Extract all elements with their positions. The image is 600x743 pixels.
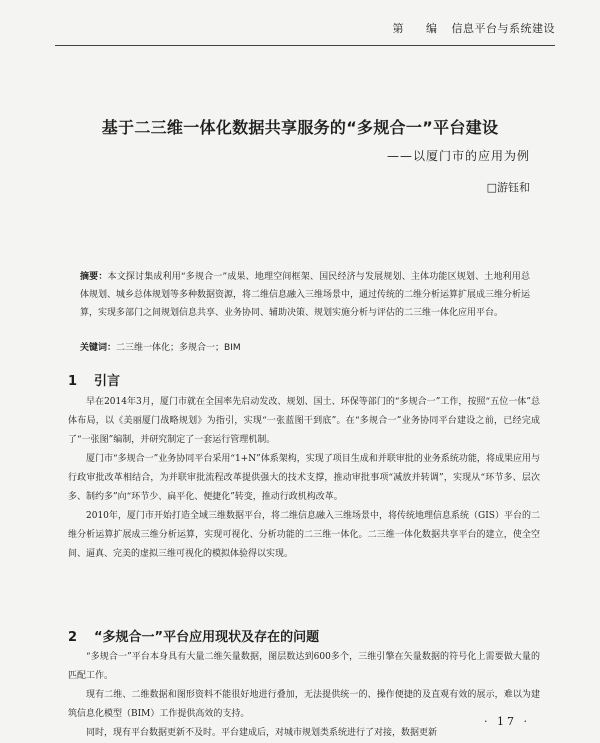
paragraph: 同时，现有平台数据更新不及时。平台建成后，对城市规划类系统进行了对接，数据更新 xyxy=(86,728,438,738)
paragraph: 现有二维、二维数据和图形资料不能很好地进行叠加，无法提供统一的、操作便捷的及直观有效的展示，难以为建筑信息化模型（BIM）工作提供高效的支持。 xyxy=(68,690,540,719)
section-title: 引言 xyxy=(94,374,121,389)
paragraph: 厦门市“多规合一”业务协同平台采用“1+N”体系架构，实现了项目生成和并联审批的业务系统功能，将成果应用与行政审批改革相结合，为并联审批流程改革提供强大的技术支撑，推动审批事项“减放并转调”，实现从“环节多、层次多、制约多”向“环节少、扁平化、便捷化”转变，推动行政机构改革。 xyxy=(68,454,540,502)
section-body xyxy=(68,648,540,743)
section-number: 2 xyxy=(68,630,78,645)
keywords-text: 二三维一体化；多规合一；BIM xyxy=(116,343,241,353)
header-section-title: 信息平台与系统建设 xyxy=(451,22,555,35)
paragraph: “多规合一”平台本身具有大量二维矢量数据，图层数达到600多个，三维引擎在矢量数据的符号化上需要做大量的匹配工作。 xyxy=(68,652,540,681)
abstract-text: 本文探讨集成利用“多规合一”成果、地理空间框架、国民经济与发展规划、主体功能区规划、土地利用总体规划、城乡总体规划等多种数据资源，将二维信息融入三维场景中，通过传统的二维分析运算扩展成三维分析运算，实现多部门之间规划信息共享、业务协同、辅助决策、规划实施分析与评估的二三维一体化应用平台。 xyxy=(80,272,531,318)
running-header xyxy=(0,20,555,36)
section-body xyxy=(68,393,540,564)
paragraph: 早在2014年3月，厦门市就在全国率先启动发改、规划、国土、环保等部门的“多规合一”工作，按照“五位一体”总体布局，以《美丽厦门战略规划》为指引，实现“一张蓝图干到底”。在“多规合一”业务协同平台建设之前，已经完成了“一张图”编制，并研究制定了一套运行管理机制。 xyxy=(68,397,540,445)
section-heading xyxy=(68,370,120,389)
abstract xyxy=(80,268,530,322)
header-part-suffix: 编 xyxy=(426,22,438,35)
header-part: 第 xyxy=(392,22,404,35)
article-title: 基于二三维一体化数据共享服务的“多规合一”平台建设 xyxy=(101,118,499,137)
article-author: □游钰和 xyxy=(486,181,530,194)
section-title: “多规合一”平台应用现状及存在的问题 xyxy=(94,630,320,645)
keywords-label: 关键词： xyxy=(80,343,117,353)
abstract-label: 摘要： xyxy=(80,272,108,282)
section-heading xyxy=(68,626,319,645)
page-number: · 17 · xyxy=(484,715,530,728)
keywords xyxy=(80,340,530,356)
header-rule xyxy=(55,45,555,46)
article-subtitle: ——以厦门市的应用为例 xyxy=(386,149,530,163)
section-number: 1 xyxy=(68,374,78,389)
paragraph: 2010年，厦门市开始打造全域三维数据平台，将二维信息融入三维场景中，将传统地理信息系统（GIS）平台的二维分析运算扩展成三维分析运算，实现可视化、分析功能的二三维一体化。二三维一体化数据共享平台的建立，使全空间、逼真、完美的虚拟三维可视化的模拟体验得以实现。 xyxy=(68,511,540,559)
